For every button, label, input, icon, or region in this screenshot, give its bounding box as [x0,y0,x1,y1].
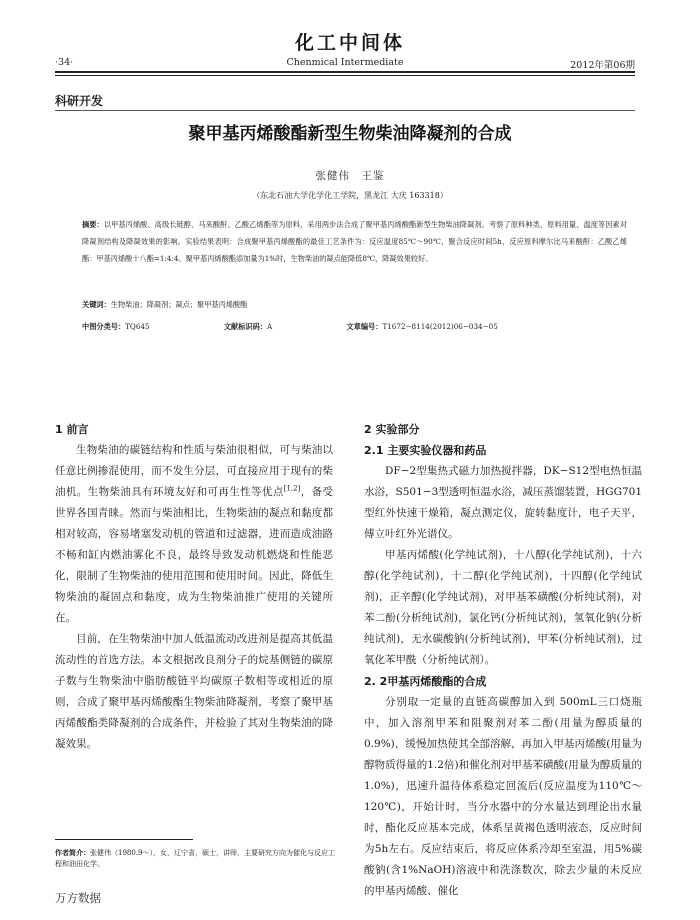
page-number: ·34· [55,57,74,68]
article-title: 聚甲基丙烯酸酯新型生物柴油降凝剂的合成 [188,124,512,144]
section-2-heading: 2 实验部分 [364,423,420,436]
author-affiliation: （东北石油大学化学化工学院，黑龙江 大庆 163318） [252,191,448,200]
keywords [82,300,627,310]
section-2-2-paragraph-1: 分别取一定量的直链高碳醇加入到 500mL三口烧瓶中，加入溶剂甲苯和阻聚剂对苯二酚(用量为醇质量的0.9%)，缓慢加热使其全部溶解，再加入甲基丙烯酸(用量为醇物质得量的1.2倍)和催化剂对甲基苯磺酸(用量为醇质量的1.0%)，迅速升温待体系稳定回流后(反应温度为110℃～120℃)，开始计时，当分水器中的分水量达到理论出水量时，酯化反应基本完成，体系呈黄褐色透明液态，反应时间为5h左右。反应结束后，将反应体系冷却至室温，用5%碳酸钠(含1%NaOH)溶液中和洗涤数次，除去少量的未反应的甲基丙烯酸、催化 [364,696,642,897]
keywords-text: 生物柴油；降凝剂；凝点；聚甲基丙烯酸酯 [110,300,248,309]
abstract-label: 摘要： [82,220,104,229]
watermark: 万方数据 [55,891,101,905]
header-rule-thin [55,75,635,76]
section-1-paragraph-1: 生物柴油的碳链结构和性质与柴油很相似，可与柴油以任意比例掺混使用，而不发生分层，可直接应用于现有的柴油机。生物柴油具有环境友好和可再生性等优点[1,2]，备受世界各国青睐。然而与柴油相比，生物柴油的凝点和黏度都相对较高，容易堵塞发动机的管道和过滤器，进而造成油路不畅和缸内燃油雾化不良，最终导致发动机燃烧和性能恶化，限制了生物柴油的使用范围和使用时间。因此，降低生物柴油的凝固点和黏度，成为生物柴油推广使用的关键所在。 [55,444,334,624]
citation-ref: [1,2] [283,484,301,493]
footnote-text: 张健伟（1980.9～），女，辽宁省，硕士，讲师，主要研究方向为催化与反应工程和油田化学。 [55,849,335,868]
section-rule [55,110,635,111]
section-2-2-heading: 2. 2甲基丙烯酸酯的合成 [364,675,487,688]
journal-english-name: Chenmical Intermediate [286,57,404,68]
section-2-1-paragraph-2: 甲基丙烯酸(化学纯试剂)，十八醇(化学纯试剂)，十六醇(化学纯试剂)，十二醇(化学纯试剂)，十四醇(化学纯试剂)，正辛醇(化学纯试剂)，对甲基苯磺酸(分析纯试剂)，对苯二酚(分析纯试剂)，氯化钙(分析纯试剂)，氢氧化钠(分析纯试剂)，无水碳酸钠(分析纯试剂)，甲苯(分析纯试剂)，过氧化苯甲酰（分析纯试剂）。 [364,549,642,666]
section-tag: 科研开发 [55,94,104,108]
article-no-label: 文章编号： [346,322,383,331]
section-1-heading: 1 前言 [55,423,89,436]
left-column [55,419,333,755]
right-column [364,419,642,902]
clc-value: TQ645 [125,322,150,331]
author-footnote [55,847,340,870]
running-header [55,57,635,69]
abstract [82,216,627,267]
article-no-value: T1672−8114(2012)06−034−05 [382,322,498,331]
classification-line [82,322,627,332]
journal-logo: 化工中间体 [294,32,405,54]
abstract-text: 以甲基丙烯酸、高级长链醇、马来酸酐、乙酸乙烯酯等为原料，采用两步法合成了聚甲基丙烯酸酯新型生物柴油降凝剂。考察了原料种类、原料用量、温度等因素对降凝剂结构及降凝效果的影响。实验结果表明：合成聚甲基丙烯酸酯的最佳工艺条件为：反应温度85℃～90℃，聚合反应时间5h，反应原料摩尔比马来酸酐：乙酸乙烯酯：甲基丙烯酸十八酯=1:4:4。聚甲基丙烯酸酯添加量为1%时，生物柴油的凝点能降低8℃，降凝效果较好。 [82,220,627,263]
section-1-paragraph-2: 目前，在生物柴油中加人低温流动改进剂是提高其低温流动性的首选方法。本文根据改良剂分子的烷基侧链的碳原子数与生物柴油中脂肪酸链平均碳原子数相等或相近的原则，合成了聚甲基丙烯酸酯生物柴油降凝剂，考察了聚甲基丙烯酸酯类降凝剂的合成条件，并检验了其对生物柴油的降凝效果。 [55,633,333,750]
section-2-1-heading: 2.1 主要实验仪器和药品 [364,444,487,457]
doc-code-value: A [266,322,273,331]
section-2-1-paragraph-1: DF−2型集热式磁力加热搅拌器，DK−S12型电热恒温水浴，S501−3型透明恒温水浴，减压蒸馏装置，HGG701型红外快速干燥箱，凝点测定仪，旋转黏度计，电子天平，傅立叶红外光谱仪。 [364,465,642,540]
doc-code-label: 文献标识码： [223,322,267,331]
issue-label: 2012年第06期 [570,60,635,71]
article-authors: 张健伟 王鉴 [315,170,385,182]
keywords-label: 关键词： [82,300,111,309]
footnote-label: 作者简介： [55,848,90,857]
footnote-rule [55,839,193,840]
header-rule [55,71,635,73]
clc-label: 中图分类号： [82,322,126,331]
